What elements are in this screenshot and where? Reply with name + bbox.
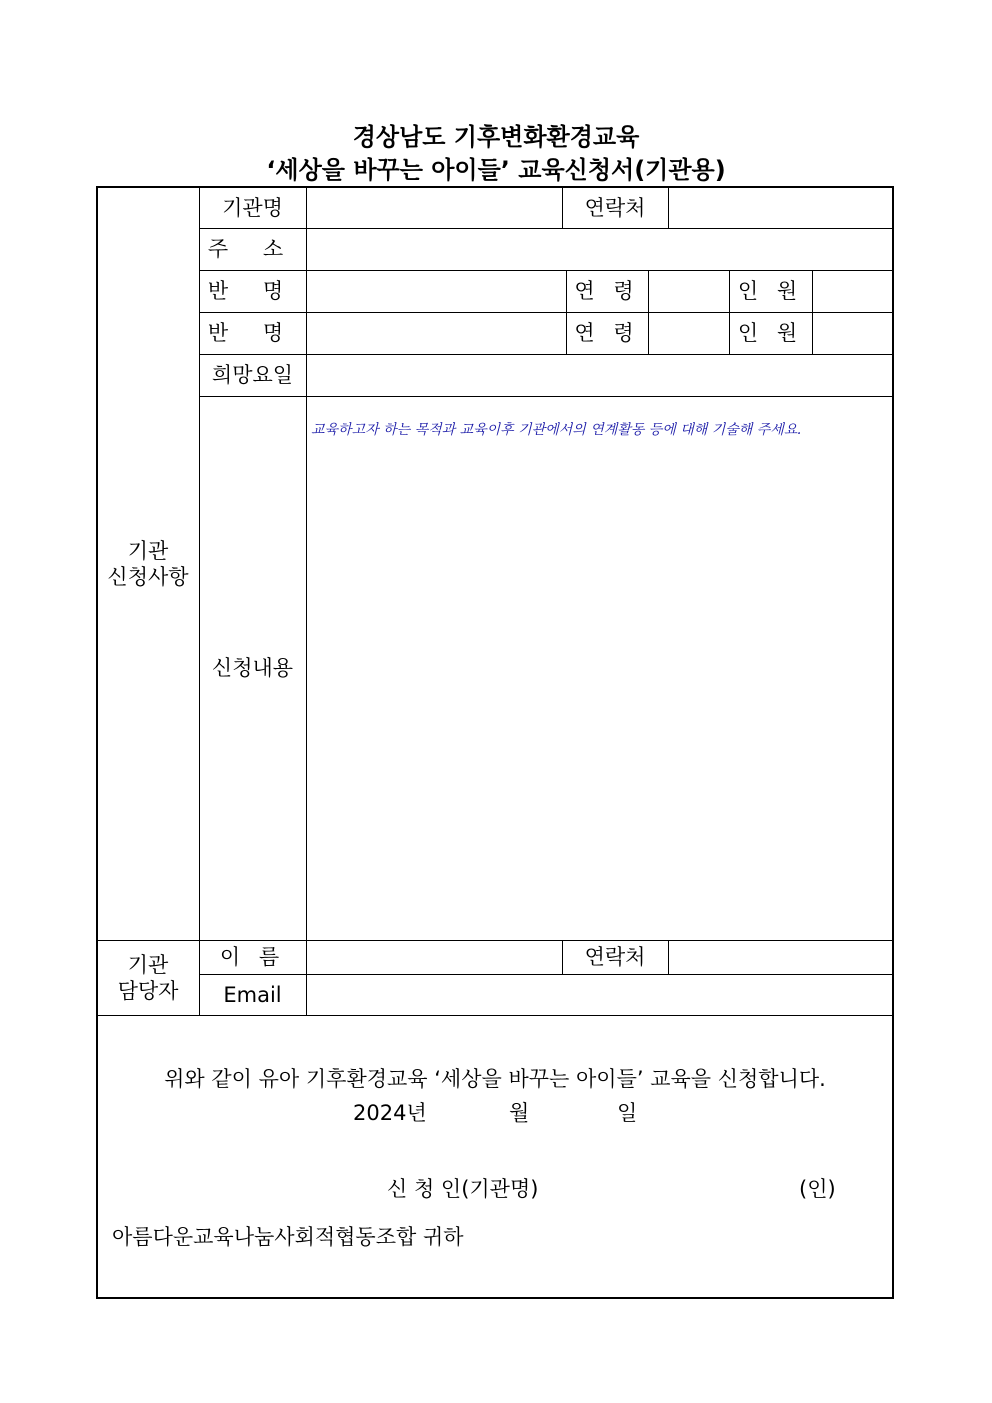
recipient: 아름다운교육나눔사회적협동조합 귀하 bbox=[112, 1225, 464, 1249]
manager-name-field[interactable] bbox=[307, 941, 562, 974]
content-label: 신청내용 bbox=[211, 656, 294, 680]
age-field-2[interactable] bbox=[649, 313, 729, 354]
age-label-1: 연 령 bbox=[574, 279, 640, 303]
date-month: 월 bbox=[509, 1101, 530, 1125]
date-year: 2024년 bbox=[353, 1101, 427, 1125]
manager-section-label-line2: 담당자 bbox=[117, 978, 179, 1003]
seal-mark: (인) bbox=[799, 1177, 836, 1201]
age-field-1[interactable] bbox=[649, 271, 729, 312]
institution-section-label-line2: 신청사항 bbox=[107, 564, 189, 589]
institution-section-label-line1: 기관 bbox=[127, 538, 169, 563]
class-name-field-1[interactable] bbox=[307, 271, 566, 312]
manager-name-label: 이 름 bbox=[219, 945, 286, 969]
applicant-label: 신 청 인(기관명) bbox=[387, 1177, 539, 1201]
count-field-1[interactable] bbox=[813, 271, 893, 312]
institution-contact-field[interactable] bbox=[669, 188, 893, 228]
preferred-day-field[interactable] bbox=[307, 355, 893, 396]
class-name-label-1: 반 명 bbox=[207, 279, 298, 303]
content-hint: 교육하고자 하는 목적과 교육이후 기관에서의 연계활동 등에 대해 기술해 주세요. bbox=[311, 422, 802, 438]
class-name-label-2: 반 명 bbox=[207, 321, 298, 345]
institution-contact-label: 연락처 bbox=[584, 195, 646, 220]
institution-name-label: 기관명 bbox=[222, 195, 283, 220]
manager-section-label-line1: 기관 bbox=[127, 952, 169, 977]
manager-email-label: Email bbox=[223, 982, 282, 1007]
manager-section-label bbox=[97, 940, 199, 1015]
preferred-day-label: 희망요일 bbox=[211, 363, 294, 387]
address-field[interactable] bbox=[307, 229, 893, 270]
institution-section-label bbox=[97, 187, 199, 940]
declaration-text: 위와 같이 유아 기후환경교육 ‘세상을 바꾸는 아이들’ 교육을 신청합니다. bbox=[164, 1067, 826, 1091]
date-day: 일 bbox=[617, 1101, 638, 1125]
address-label: 주 소 bbox=[207, 237, 298, 261]
manager-contact-field[interactable] bbox=[669, 941, 893, 974]
form-title-line1: 경상남도 기후변화환경교육 bbox=[352, 123, 640, 151]
manager-email-field[interactable] bbox=[307, 975, 893, 1015]
count-label-1: 인 원 bbox=[737, 279, 804, 303]
count-field-2[interactable] bbox=[813, 313, 893, 354]
count-label-2: 인 원 bbox=[737, 321, 804, 345]
age-label-2: 연 령 bbox=[574, 321, 640, 345]
manager-contact-label: 연락처 bbox=[584, 945, 646, 969]
section-divider bbox=[97, 1015, 893, 1016]
content-field[interactable] bbox=[307, 445, 893, 940]
form-title-line2: ‘세상을 바꾸는 아이들’ 교육신청서(기관용) bbox=[266, 156, 726, 184]
class-name-field-2[interactable] bbox=[307, 313, 566, 354]
institution-name-field[interactable] bbox=[307, 188, 562, 228]
